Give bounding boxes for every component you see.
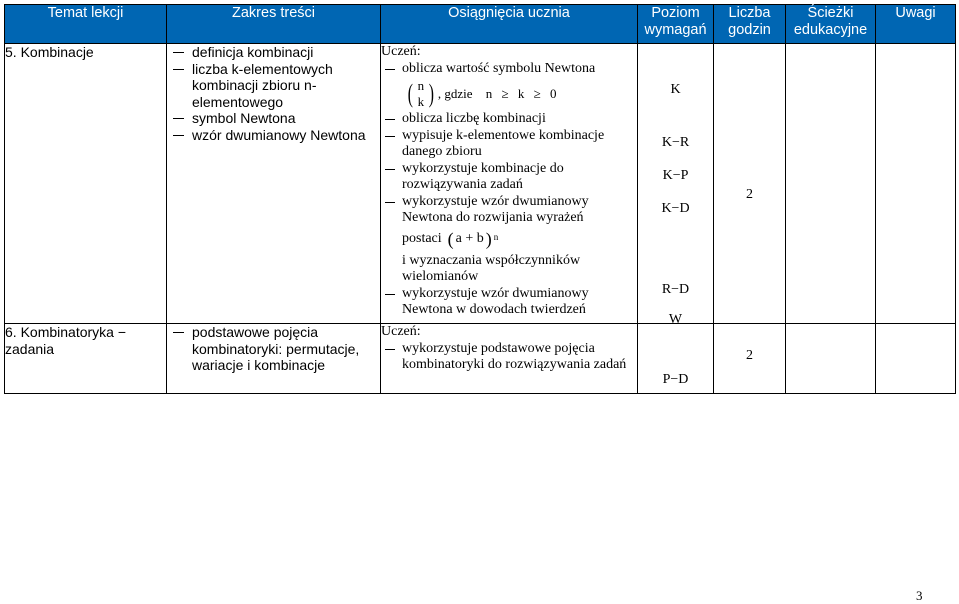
student-label: Uczeń: [381, 324, 421, 339]
notes-cell [876, 324, 956, 394]
header-topic: Temat lekcji [5, 5, 167, 44]
list-item: wykorzystuje wzór dwumianowy Newtona w dowodach twierdzeń [381, 286, 637, 319]
list-item: oblicza liczbę kombinacji [381, 111, 637, 128]
binomial-symbol: ( n k ) [407, 78, 435, 109]
level-value: P−D [662, 372, 689, 387]
content-cell [167, 324, 381, 394]
list-item: wzór dwumianowy Newtona [167, 127, 380, 144]
topic-cell [5, 44, 167, 324]
table-row [5, 44, 956, 324]
hours-value: 2 [746, 348, 753, 363]
level-value: K [670, 82, 681, 97]
topic-text: 5. Kombinacje [5, 44, 94, 60]
table-row [5, 324, 956, 394]
header-hours: Liczba godzin [714, 5, 786, 44]
level-value: K−R [661, 135, 690, 150]
list-item: symbol Newtona [167, 110, 380, 127]
binomial-top: n [417, 78, 425, 93]
level-value: W [668, 312, 683, 327]
list-item: wykorzystuje podstawowe pojęcia kombinatoryki do rozwiązywania zadań [381, 341, 637, 374]
level-value: K−P [662, 168, 689, 183]
hours-value: 2 [746, 187, 753, 202]
binomial-power-formula: postaci ( a + b ) $^n$ [402, 229, 499, 250]
hours-cell [714, 44, 786, 324]
header-row [5, 5, 956, 44]
list-item: wykorzystuje kombinacje do rozwiązywania zadań [381, 161, 637, 194]
notes-cell [876, 44, 956, 324]
list-item: liczba k-elementowych kombinacji zbioru n-elementowego [167, 61, 380, 111]
achievements-cell [381, 324, 638, 394]
level-value: R−D [661, 282, 690, 297]
header-notes: Uwagi [876, 5, 956, 44]
header-paths: Ścieżki edukacyjne [786, 5, 876, 44]
level-cell [638, 44, 714, 327]
newton-symbol-formula [381, 77, 637, 111]
list-item: wypisuje k-elementowe kombinacje danego zbioru [381, 128, 637, 161]
curriculum-table [4, 4, 956, 394]
achievements-cell [381, 44, 638, 324]
content-cell [167, 44, 381, 324]
header-content: Zakres treści [167, 5, 381, 44]
hours-cell [714, 324, 786, 394]
list-item: oblicza wartość symbolu Newtona [381, 61, 637, 78]
level-cell [638, 324, 714, 394]
paths-cell [786, 44, 876, 324]
level-value: K−D [661, 201, 690, 216]
binomial-bottom: k [417, 94, 425, 109]
header-achievements: Osiągnięcia ucznia [381, 5, 638, 44]
page-number: 3 [916, 588, 923, 603]
list-item: wykorzystuje wzór dwumianowy Newtona do rozwijania wyrażeń postaci ( a + b ) $^n$ i wyznaczania współczynników wielomianów [381, 194, 637, 286]
topic-text: 6. Kombinatoryka − zadania [5, 324, 127, 357]
topic-cell [5, 324, 167, 394]
paths-cell [786, 324, 876, 394]
list-item: definicja kombinacji [167, 44, 380, 61]
header-level: Poziom wymagań [638, 5, 714, 44]
list-item: podstawowe pojęcia kombinatoryki: permutacje, wariacje i kombinacje [167, 324, 380, 374]
student-label: Uczeń: [381, 44, 421, 59]
formula-condition: , gdzie n ≥ k ≥ 0 [437, 85, 557, 101]
